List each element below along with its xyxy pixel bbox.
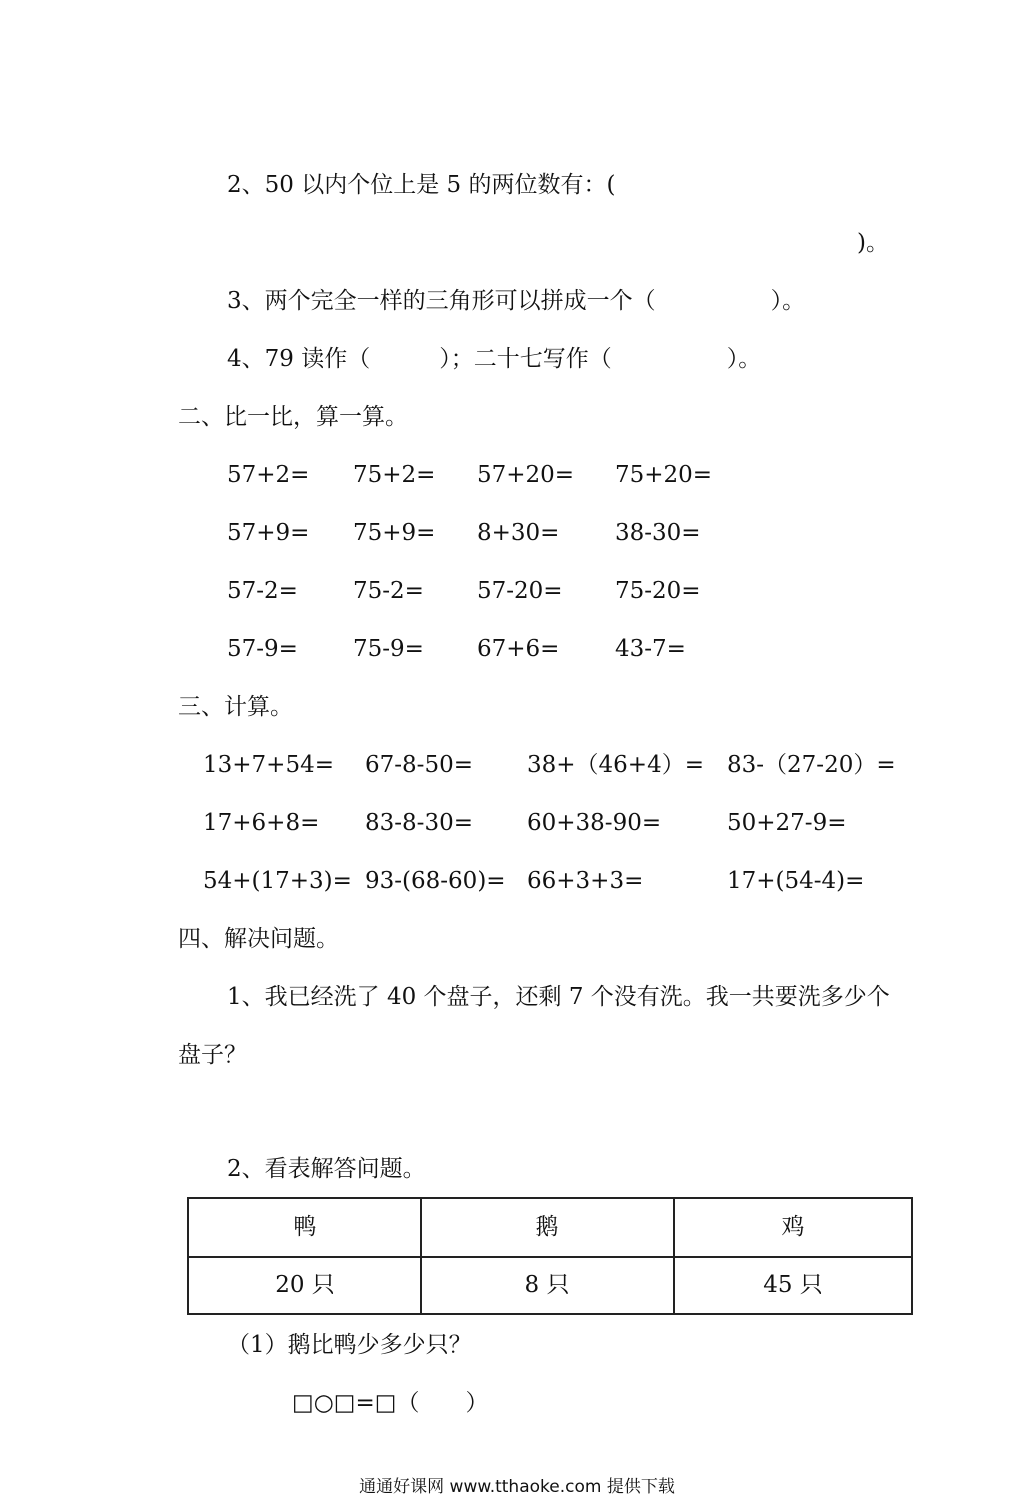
table-header-duck: 鸭	[293, 1214, 317, 1240]
exercise-item: 67+6=	[477, 636, 560, 662]
exercise-item: 57-2=	[227, 578, 298, 604]
exercise-item: 57+20=	[477, 462, 575, 488]
exercise-item: 43-7=	[615, 636, 686, 662]
page-footer: 通通好课网 www.tthaoke.com 提供下载	[359, 1477, 675, 1497]
exercise-item: 57-20=	[477, 578, 563, 604]
table-row-divider	[189, 1256, 911, 1258]
table-value-chicken: 45 只	[763, 1272, 823, 1298]
exercise-item: 75+9=	[353, 520, 436, 546]
exercise-item: 83-（27-20）=	[727, 752, 896, 778]
exercise-item: 57-9=	[227, 636, 298, 662]
animal-count-table	[187, 1197, 913, 1315]
exercise-item: 54+(17+3)=	[203, 868, 352, 894]
exercise-item: 66+3+3=	[527, 868, 644, 894]
section-4-heading: 四、解决问题。	[178, 926, 339, 952]
table-column-divider	[673, 1199, 675, 1313]
problem-2-title: 2、看表解答问题。	[227, 1156, 426, 1182]
exercise-item: 38+（46+4）=	[527, 752, 704, 778]
sub-question-1: （1）鹅比鸭少多少只？	[227, 1332, 472, 1358]
exercise-item: 60+38-90=	[527, 810, 662, 836]
exercise-item: 13+7+54=	[203, 752, 334, 778]
question-2-line-2: )。	[857, 230, 889, 256]
problem-1-line-2: 盘子？	[178, 1042, 247, 1068]
exercise-item: 75+2=	[353, 462, 436, 488]
answer-formula: □○□=□（ ）	[292, 1390, 489, 1416]
exercise-item: 93-(68-60)=	[365, 868, 506, 894]
exercise-item: 17+(54-4)=	[727, 868, 865, 894]
exercise-item: 8+30=	[477, 520, 560, 546]
question-4: 4、79 读作（ ）；二十七写作（ ）。	[227, 346, 762, 372]
exercise-item: 57+9=	[227, 520, 310, 546]
question-2-line-1: 2、50 以内个位上是 5 的两位数有：(	[227, 172, 616, 198]
exercise-item: 17+6+8=	[203, 810, 320, 836]
table-header-goose: 鹅	[535, 1214, 559, 1240]
exercise-item: 67-8-50=	[365, 752, 473, 778]
exercise-item: 75-2=	[353, 578, 424, 604]
question-3: 3、两个完全一样的三角形可以拼成一个（ ）。	[227, 288, 806, 314]
exercise-item: 75+20=	[615, 462, 713, 488]
table-header-chicken: 鸡	[781, 1214, 805, 1240]
exercise-item: 75-20=	[615, 578, 701, 604]
exercise-item: 83-8-30=	[365, 810, 473, 836]
exercise-item: 50+27-9=	[727, 810, 847, 836]
table-column-divider	[420, 1199, 422, 1313]
problem-1-line-1: 1、我已经洗了 40 个盘子，还剩 7 个没有洗。我一共要洗多少个	[227, 984, 890, 1010]
exercise-item: 57+2=	[227, 462, 310, 488]
exercise-item: 38-30=	[615, 520, 701, 546]
exercise-item: 75-9=	[353, 636, 424, 662]
section-3-heading: 三、计算。	[178, 694, 293, 720]
section-2-heading: 二、比一比，算一算。	[178, 404, 408, 430]
table-value-duck: 20 只	[275, 1272, 335, 1298]
table-value-goose: 8 只	[524, 1272, 570, 1298]
